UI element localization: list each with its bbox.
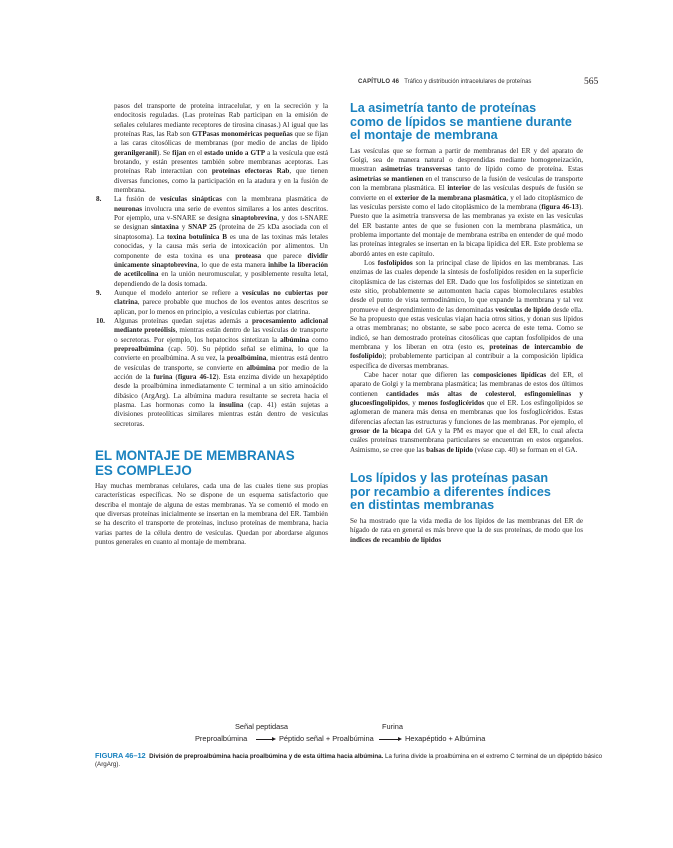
bold-term: albúmina [280,335,310,344]
text-run: La fusión de [114,195,161,204]
bold-term: balsas de lípido [426,445,473,454]
bold-term: composiciones lipídicas [473,371,547,380]
text-run: como [309,335,328,344]
text-run: tanto de lípido como de proteína. Estas [451,165,583,174]
chapter-number: CAPÍTULO 46 [358,79,400,85]
arrow-right-icon [398,737,402,741]
text-run: ). Se [156,148,173,157]
paragraph [350,371,583,455]
text-run: Los [364,258,378,267]
intro-paragraph [95,102,328,195]
text-run: , y dos t-SNARE se designan [114,214,328,232]
text-run: , mientras está dentro de vesículas de transporte, se convierte en [114,354,328,372]
bold-term: albúmina [246,363,276,372]
enzyme-label-signal-peptidase: Señal peptidasa [235,722,289,731]
enzyme-label-furin: Furina [382,722,403,731]
bold-term: exterior de la membrana plasmática [394,193,507,202]
pathway-diagram [95,722,615,750]
text-run: Aunque el modelo anterior se refiere a [114,288,243,297]
bold-term: vesículas de lípido [495,305,551,314]
text-run: que parece [261,251,308,260]
bold-term: figura 46-13 [541,202,579,211]
bold-term: proteasa [235,251,262,260]
caption-text: La furina divide la proalbúmina en el extremo C terminal de un dipéptido básico (ArgArg). [95,753,603,769]
bold-term: índices de recambio de lípidos [350,535,442,544]
bold-term: proalbúmina [226,354,267,363]
bold-term: GTPasas monoméricas pequeñas [191,130,293,139]
right-column [350,102,583,545]
list-item: 9. Aunque el modelo anterior se refiere a vesículas no cubiertas por clatrina, parece probable que muchos de los eventos antes descritos se aplican, por lo menos en principio, a vesículas cubiertas por clatrina. [96,288,329,316]
list-item: 8. La fusión de vesículas sinápticas con la membrana plasmática de neuronas involucra una serie de eventos similares a los antes descritos. Por ejemplo, una v-SNARE se designa sinaptobrevina, y dos t-SNARE se designan sintaxina y SNAP 25 (proteína de 25 kDa asociada con el sinaptosoma). La toxina botulínica B es una de las toxinas más letales conocidas, y la causa más seria de intoxicación por alimentos. Un componente de esta toxina es una proteasa que parece dividir únicamente sinaptobrevina, lo que de esta manera inhibe la liberación de acetilcolina en la unión neuromuscular, y posiblemente resulta letal, dependiendo de la dosis tomada. [96,195,329,288]
bold-term: SNAP 25 [188,223,217,232]
text-run: , y el lado citoplásmico de las vesículas persiste como el lado citoplásmico de la membrana ( [350,193,583,211]
numbered-list [95,195,328,429]
bold-term: geranilgeranil [114,148,157,157]
figure-46-12 [95,722,615,769]
bold-term: procesamiento adicional mediante proteólisis [114,316,328,335]
caption-title: División de preproalbúmina hacia proalbúmina y de esta última hacia albúmina. [149,753,384,760]
subsection-title-asymmetry: La asimetría tanto de proteínas como de lípidos se mantiene durante el montaje de membrana [350,101,572,143]
subsection-title-turnover: Los lípidos y las proteínas pasan por recambio a diferentes índices en distintas membranas [350,471,551,513]
paragraph [350,517,583,545]
text-run: desde ella. Se ha propuesto que estas vesículas viajan hacia otros sitios, y donan sus lípidos a otras membranas; no obstante, se sabe poco acerca de este tema. Como se indicó, se han demostrado proteínas citosólicas que captan fosfolípidos de una membrana y los liberan en otra (esto es, [350,305,583,351]
bold-term: sintaxina [151,223,179,232]
text-run: Se ha mostrado que la vida media de los lípidos de las membranas del ER de hígado de rata en general es más breve que la de sus proteínas, de modo que los [350,516,583,535]
text-run: ). Esta enzima divide un hexapéptido desde la proalbúmina inmediatamente C terminal a un sitio aminoácido dibásico (ArgArg). La albúmina madura resultante se secreta hacia el plasma. Las hormonas como la [114,372,328,409]
text-run: involucra una serie de eventos similares a los antes descritos. Por ejemplo, una v-SNARE se designa [114,204,328,223]
text-run: , parece probable que muchos de los eventos antes descritos se aplican, por lo menos en principio, a vesículas cubiertas por clatrina. [114,298,328,316]
text-run: del GA y la PM es mayor que el del ER, lo cual afecta cuáles proteínas transmembrana particulares se encuentran en estos organelos. Asimismo, se cree que las [350,427,583,454]
step-albumin: Hexapéptido + Albúmina [405,734,486,743]
bold-term: vesículas sinápticas [160,195,222,204]
bold-term: estado unido a GTP [204,148,266,157]
text-run: por medio de la acción de la [114,363,328,381]
text-run: , lo que de esta manera [197,260,269,269]
bold-term: menos fosfoglicéridos [418,399,485,408]
text-run: Las vesículas que se forman a partir de membranas del ER y del aparato de Golgi, sea de manera natural o desprendidas mediante homogeneización, muestran [350,146,583,174]
text-run: (véase cap. 40) se forman en el GA. [473,445,578,454]
text-run: (cap. 50). Su péptido señal se elimina, lo que la convierte en proalbúmina. A su vez, la [114,344,328,363]
text-run: en el transcurso de la fusión de vesículas de transporte con la membrana plasmática. El [350,174,583,193]
bold-term: insulina [219,401,244,409]
bold-term: figura 46-12 [177,372,217,381]
text-run: Cabe hacer notar que difieren las [364,371,474,380]
text-run: es una de las toxinas más letales conocidas, y la causa más seria de intoxicación por alimentos. Un componente de esta toxina es una [114,232,329,260]
arrow-line [379,739,399,740]
text-run: , [514,389,525,398]
arrow-line [256,739,273,740]
figure-caption [95,752,615,769]
text-run: ( [172,372,178,381]
page-number: 565 [584,77,599,87]
text-run: del ER, el aparato de Golgi y la membrana plasmática; las membranas de estos dos últimos contienen [350,371,583,398]
text-run: que se fijan a las caras citosólicas de membranas (por medio de anclas de lípido [114,130,328,148]
paragraph [350,259,583,371]
list-item: 10. Algunas proteínas quedan sujetas además a procesamiento adicional mediante proteólisis, mientras están dentro de las vesículas de transporte o secretoras. Por ejemplo, los hepatocitos sintetizan la albúmina como preproalbúmina (cap. 50). Su péptido señal se elimina, lo que la convierte en proalbúmina. A su vez, la proalbúmina, mientras está dentro de vesículas de transporte, se convierte en albúmina por medio de la acción de la furina (figura 46-12). Esta enzima divide un hexapéptido desde la proalbúmina inmediatamente C terminal a un sitio aminoácido dibásico (ArgArg). La albúmina madura resultante se secreta hacia el plasma. Las hormonas como la insulina (cap. 41) están sujetas a divisiones proteolíticas similares mientras están dentro de vesículas secretoras. [96,316,328,428]
caption-label: FIGURA 46–12 [95,751,146,760]
bold-term: grosor de la bicapa [350,427,412,436]
section-title: EL MONTAJE DE MEMBRANAS ES COMPLEJO [95,448,295,478]
step-preproalbumin: Preproalbúmina [195,734,248,743]
bold-term: sinaptobrevina [231,214,278,223]
text-run: a la vesícula que está brotando, y están presentes también sobre membranas aceptoras. Las proteínas Rab interactúan con [114,148,329,176]
text-run: y [178,223,189,232]
text-run: (cap. 41) están sujetas a divisiones proteolíticas similares mientras están dentro de vesículas secretoras. [114,401,328,428]
text-run: (proteína de 25 kDa asociada con el sinaptosoma). La [114,223,329,241]
bold-term: cantidades más altas de colesterol [386,389,515,398]
text-run: que el ER. Los esfingolípidos se aglomeran de manera más densa en membranas que los fosfoglicéridos. Estas diferencias afectan las estructuras y funciones de las membranas. Por ejemplo, el [350,399,583,426]
bold-term: neuronas [114,204,143,213]
arrow-right-icon [272,737,276,741]
bold-term: fijan [172,148,187,157]
text-run: Algunas proteínas quedan sujetas además a [114,316,253,325]
bold-term: asimetrías transversas [380,165,452,174]
text-run: pasos del transporte de proteína intracelular, y en la secreción y la endocitosis reguladas. (Las proteínas Rab participan en la emisión de señales celulares mediante receptores de tirosina cinasas.) Al igual que las proteínas Ras, las Rab son [114,102,328,139]
text-run: de las vesículas después de fusión se convierte en el [350,184,584,202]
text-run: son la principal clase de lípidos en las membranas. Las enzimas de las cuales depende la síntesis de fosfolípidos residen en la superficie citoplásmica de las cisternas del ER. Dado que los fosfolípidos se sintetizan en este sitio, probablemente se automonten hacia capas biomoleculares estables desde el punto de vista termodinámico, lo que expande la membrana y tal vez promueve el desprendimiento de las denominadas [350,258,584,314]
text-run: en el [186,148,205,157]
bold-term: esfingomielinas y glucoesfingolípidos [350,389,583,408]
text-run: en la unión neuromuscular, y posiblemente resulta letal, dependiendo de la dosis tomada. [114,270,328,288]
bold-term: toxina botulínica B [167,232,228,241]
text-run: , que tienen diversas funciones, como la participación en la atadura y en la fusión de membrana. [114,167,328,195]
text-run: ). Puesto que la asimetría transversa de las membranas ya existe en las vesículas del ER bastante antes de que se fusionen con la membrana plasmática, un problema importante del montaje de membrana estriba en entender de qué modo las proteínas integrales se insertan en la bicapa lipídica del ER. Este problema se abordó antes en este capítulo. [350,202,583,258]
bold-term: preproalbúmina [114,344,164,353]
chapter-title: Tráfico y distribución intracelulares de proteínas [404,79,532,85]
text-run: , y [407,399,419,408]
section-paragraph: Hay muchas membranas celulares, cada una de las cuales tiene sus propias características específicas. No se dispone de un esquema satisfactorio que describa el montaje de alguna de estas membranas. Ya se comentó el modo en que diversas proteínas inicialmente se insertan en la membrana del ER. También se ha descrito el transporte de proteínas, incluso proteínas de membrana, hacia varias partes de la célula dentro de vesículas. Quedan por abordarse algunos puntos generales en cuanto al montaje de membrana. [95,482,328,547]
bold-term: proteínas efectoras Rab [211,167,290,176]
bold-term: dividir únicamente sinaptobrevina [114,251,328,269]
bold-term: furina [153,372,173,381]
left-column [95,102,328,547]
bold-term: proteínas de intercambio de fosfolípido [350,343,583,361]
bold-term: interior [447,184,471,193]
text-run: con la membrana plasmática de [221,195,329,204]
text-run: ); probablemente participan al contribuir a la composición lipídica específica de diversas membranas. [350,352,583,370]
bold-term: asimetrías se mantienen [350,174,424,183]
bold-term: vesículas no cubiertas por clatrina [114,288,329,307]
text-run: , mientras están dentro de las vesículas de transporte o secretoras. Por ejemplo, los hepatocitos sintetizan la [114,326,328,344]
bold-term: inhibe la liberación de acetilcolina [114,260,328,279]
bold-term: fosfolípidos [377,258,413,267]
paragraph [350,147,583,259]
running-header [358,79,618,85]
step-proalbumin: Péptido señal + Proalbúmina [279,734,374,743]
